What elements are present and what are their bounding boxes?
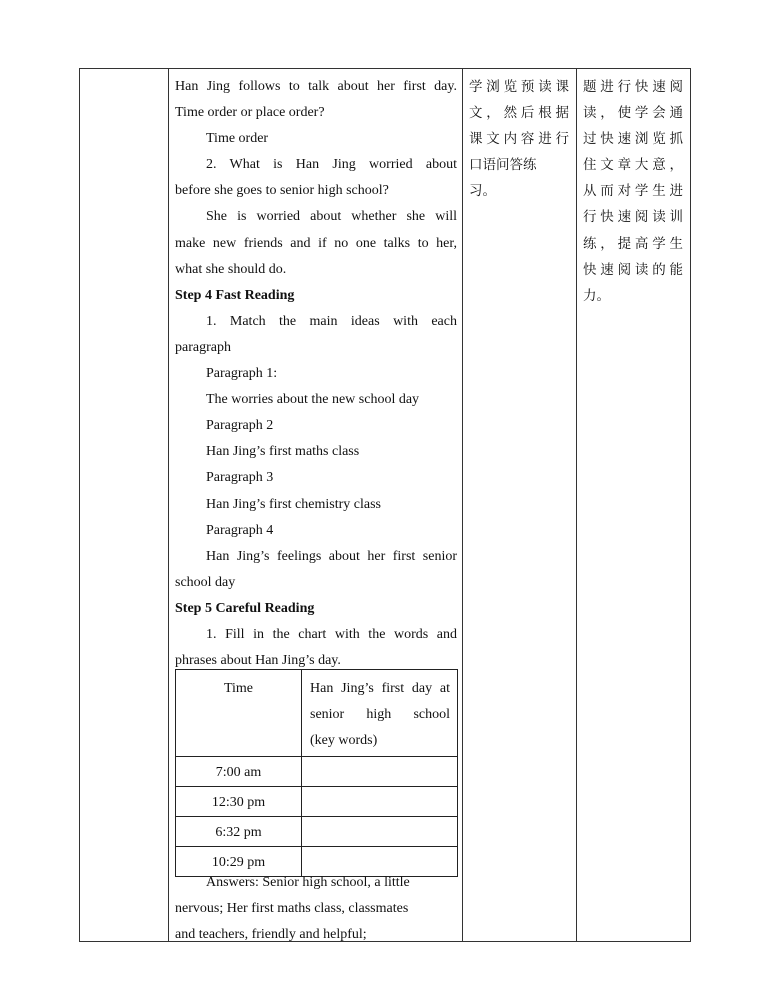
chart-time-cell: 6:32 pm — [176, 817, 302, 847]
cn-line: 行快速阅读训 — [583, 209, 683, 226]
design-intent-column — [583, 74, 683, 309]
cn-line: 过快速浏览抓 — [583, 131, 683, 148]
chart-time-cell: 7:00 am — [176, 757, 302, 787]
main-idea: Han Jing’s first chemistry class — [206, 496, 381, 512]
cn-line: 快速阅读的能 — [583, 261, 683, 278]
chart-blank-cell — [302, 817, 458, 847]
chart-blank-cell — [302, 787, 458, 817]
paragraph-label: Paragraph 2 — [206, 418, 274, 434]
main-idea: Han Jing’s first maths class — [206, 444, 360, 460]
main-idea: The worries about the new school day — [206, 392, 420, 408]
header-line: (key words) — [310, 733, 378, 748]
cn-line: 题进行快速阅 — [583, 79, 683, 95]
answer-line: nervous; Her first maths class, classmates — [175, 901, 409, 917]
question-line: 2. What is Han Jing worried about — [206, 157, 457, 173]
cn-line: 学浏览预读课 — [469, 79, 569, 95]
cn-line: 练，提高学生 — [583, 235, 683, 252]
step-heading: Step 5 Careful Reading — [175, 600, 315, 616]
answer-line: She is worried about whether she will — [206, 209, 457, 225]
cn-line: 读，使学会通 — [583, 105, 683, 122]
instruction-line: 1. Match the main ideas with each — [206, 313, 457, 329]
answers-block — [175, 870, 457, 948]
answer-line: make new friends and if no one talks to her, — [175, 235, 457, 251]
main-idea: Han Jing’s feelings about her first senior — [206, 548, 457, 564]
chart-header-key-words — [302, 670, 458, 757]
chart-header-time: Time — [176, 670, 302, 757]
answer-line: Answers: Senior high school, a little — [206, 875, 410, 890]
paragraph-label: Paragraph 4 — [206, 522, 274, 538]
answer-line: what she should do. — [175, 261, 287, 277]
header-line: senior high school — [310, 707, 450, 722]
text-line: Time order or place order? — [175, 105, 325, 121]
header-line: Han Jing’s first day at — [310, 681, 450, 696]
cn-line: 习。 — [469, 183, 496, 200]
chart-blank-cell — [302, 757, 458, 787]
instruction-line: paragraph — [175, 339, 231, 355]
cn-line: 力。 — [583, 287, 610, 304]
text-line: Han Jing follows to talk about her first day. — [175, 79, 457, 94]
answer-line: Time order — [206, 131, 269, 147]
column-divider — [462, 68, 463, 942]
answer-line: and teachers, friendly and helpful; — [175, 927, 367, 943]
chart-time-cell: 12:30 pm — [176, 787, 302, 817]
column-divider — [576, 68, 577, 942]
instruction-line: phrases about Han Jing’s day. — [175, 653, 341, 669]
paragraph-label: Paragraph 3 — [206, 470, 274, 486]
student-activity-column — [469, 74, 569, 204]
main-idea: school day — [175, 574, 236, 590]
paragraph-label: Paragraph 1: — [206, 366, 278, 382]
cn-line: 从而对学生进 — [583, 183, 683, 200]
question-line: before she goes to senior high school? — [175, 183, 389, 199]
teaching-content-column — [175, 74, 457, 674]
han-jing-day-chart — [175, 669, 458, 877]
cn-line: 住文章大意， — [583, 157, 683, 174]
cn-line: 课文内容进行 — [469, 131, 569, 148]
column-divider — [168, 68, 169, 942]
cn-line: 文，然后根据 — [469, 105, 569, 122]
step-heading: Step 4 Fast Reading — [175, 287, 295, 303]
cn-line: 口语问答练 — [469, 157, 537, 174]
chart-time-cell: 10:29 pm — [176, 847, 302, 877]
instruction-line: 1. Fill in the chart with the words and — [206, 626, 457, 642]
